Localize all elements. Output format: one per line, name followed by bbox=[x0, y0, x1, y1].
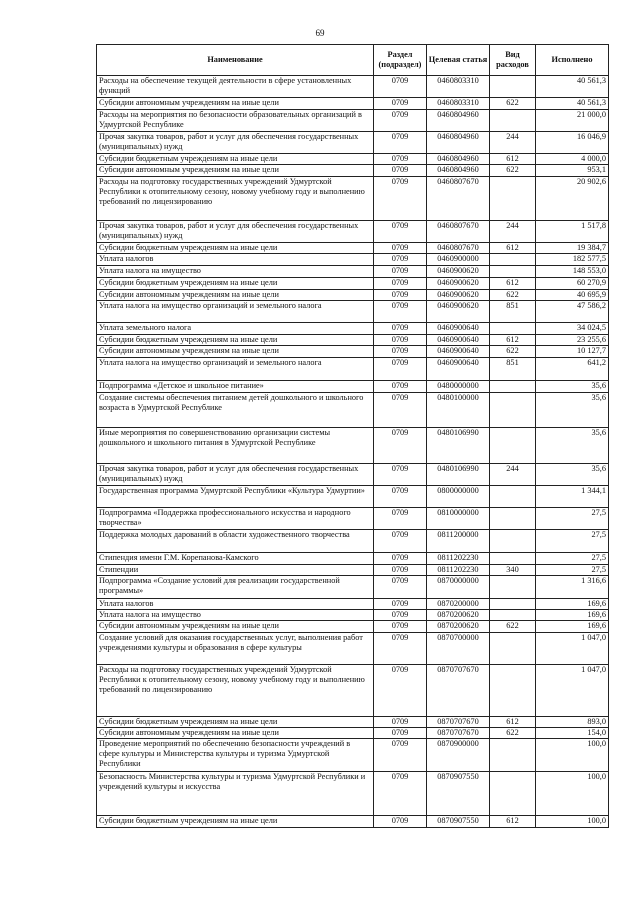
table-row bbox=[97, 816, 609, 828]
cell-kind bbox=[490, 772, 536, 816]
budget-table bbox=[96, 44, 609, 828]
cell-amount: 27,5 bbox=[536, 508, 609, 530]
cell-target: 0460807670 bbox=[427, 177, 490, 221]
cell-kind bbox=[490, 486, 536, 508]
cell-section: 0709 bbox=[374, 154, 427, 165]
cell-kind bbox=[490, 633, 536, 665]
cell-amount: 35,6 bbox=[536, 464, 609, 486]
cell-amount: 4 000,0 bbox=[536, 154, 609, 165]
table-row bbox=[97, 243, 609, 254]
cell-target: 0460900620 bbox=[427, 301, 490, 323]
table-row bbox=[97, 177, 609, 221]
cell-target: 0870700000 bbox=[427, 633, 490, 665]
table-row bbox=[97, 110, 609, 132]
column-header-name: Наименование bbox=[97, 45, 374, 76]
cell-target: 0460900640 bbox=[427, 358, 490, 381]
cell-section: 0709 bbox=[374, 177, 427, 221]
cell-amount: 19 384,7 bbox=[536, 243, 609, 254]
cell-name: Подпрограмма «Детское и школьное питание» bbox=[97, 381, 374, 393]
table-row bbox=[97, 576, 609, 599]
cell-name: Субсидии автономным учреждениям на иные цели bbox=[97, 165, 374, 177]
cell-kind bbox=[490, 553, 536, 565]
cell-name: Расходы на подготовку государственных учреждений Удмуртской Республики к отопительному сезону, новому учебному году и выполнению требований по лицензированию bbox=[97, 177, 374, 221]
cell-amount: 27,5 bbox=[536, 530, 609, 553]
cell-name: Создание системы обеспечения питанием детей дошкольного и школьного возраста в Удмуртской Республике bbox=[97, 393, 374, 428]
cell-amount: 169,6 bbox=[536, 599, 609, 610]
table-row bbox=[97, 335, 609, 346]
cell-section: 0709 bbox=[374, 323, 427, 335]
table-row bbox=[97, 278, 609, 290]
table-row bbox=[97, 665, 609, 717]
page-number: 69 bbox=[315, 28, 325, 38]
column-header-section: Раздел (подраздел) bbox=[374, 45, 427, 76]
cell-name: Уплата налога на имущество организаций и земельного налога bbox=[97, 358, 374, 381]
table-row bbox=[97, 728, 609, 739]
cell-target: 0480106990 bbox=[427, 428, 490, 464]
cell-section: 0709 bbox=[374, 739, 427, 772]
cell-target: 0811202230 bbox=[427, 565, 490, 576]
cell-section: 0709 bbox=[374, 266, 427, 278]
table-row bbox=[97, 633, 609, 665]
cell-kind: 340 bbox=[490, 565, 536, 576]
cell-kind bbox=[490, 381, 536, 393]
cell-target: 0460804960 bbox=[427, 154, 490, 165]
cell-name: Субсидии бюджетным учреждениям на иные цели bbox=[97, 816, 374, 828]
cell-target: 0460803310 bbox=[427, 98, 490, 110]
cell-target: 0870200620 bbox=[427, 621, 490, 633]
cell-target: 0460807670 bbox=[427, 243, 490, 254]
cell-amount: 10 127,7 bbox=[536, 346, 609, 358]
cell-kind bbox=[490, 266, 536, 278]
cell-kind: 244 bbox=[490, 132, 536, 154]
cell-name: Субсидии автономным учреждениям на иные цели bbox=[97, 290, 374, 301]
cell-section: 0709 bbox=[374, 132, 427, 154]
cell-section: 0709 bbox=[374, 393, 427, 428]
table-row bbox=[97, 266, 609, 278]
cell-amount: 40 561,3 bbox=[536, 76, 609, 98]
cell-name: Поддержка молодых дарований в области художественного творчества bbox=[97, 530, 374, 553]
table-row bbox=[97, 301, 609, 323]
cell-name: Расходы на мероприятия по безопасности образовательных организаций в Удмуртской Республике bbox=[97, 110, 374, 132]
cell-section: 0709 bbox=[374, 728, 427, 739]
cell-amount: 641,2 bbox=[536, 358, 609, 381]
cell-amount: 40 561,3 bbox=[536, 98, 609, 110]
cell-target: 0811200000 bbox=[427, 530, 490, 553]
cell-target: 0870907550 bbox=[427, 816, 490, 828]
cell-amount: 169,6 bbox=[536, 610, 609, 621]
cell-target: 0800000000 bbox=[427, 486, 490, 508]
table-row bbox=[97, 530, 609, 553]
cell-target: 0870900000 bbox=[427, 739, 490, 772]
table-row bbox=[97, 772, 609, 816]
table-row bbox=[97, 599, 609, 610]
cell-kind: 622 bbox=[490, 621, 536, 633]
cell-section: 0709 bbox=[374, 110, 427, 132]
cell-kind: 622 bbox=[490, 346, 536, 358]
table-row bbox=[97, 381, 609, 393]
cell-amount: 1 517,8 bbox=[536, 221, 609, 243]
cell-section: 0709 bbox=[374, 576, 427, 599]
cell-name: Безопасность Министерства культуры и туризма Удмуртской Республики и учреждений культуры и искусства bbox=[97, 772, 374, 816]
cell-target: 0811202230 bbox=[427, 553, 490, 565]
cell-target: 0870907550 bbox=[427, 772, 490, 816]
cell-target: 0870200000 bbox=[427, 599, 490, 610]
cell-kind: 622 bbox=[490, 165, 536, 177]
cell-amount: 27,5 bbox=[536, 553, 609, 565]
cell-section: 0709 bbox=[374, 346, 427, 358]
cell-section: 0709 bbox=[374, 599, 427, 610]
cell-target: 0460804960 bbox=[427, 132, 490, 154]
cell-kind: 612 bbox=[490, 278, 536, 290]
cell-amount: 35,6 bbox=[536, 428, 609, 464]
cell-target: 0460900620 bbox=[427, 278, 490, 290]
cell-name: Создание условий для оказания государственных услуг, выполнения работ учреждениями культуры и образования в сфере культуры bbox=[97, 633, 374, 665]
table-body bbox=[97, 76, 609, 828]
cell-amount: 100,0 bbox=[536, 739, 609, 772]
cell-kind: 622 bbox=[490, 728, 536, 739]
table-row bbox=[97, 76, 609, 98]
cell-amount: 1 047,0 bbox=[536, 665, 609, 717]
cell-section: 0709 bbox=[374, 381, 427, 393]
cell-amount: 893,0 bbox=[536, 717, 609, 728]
cell-amount: 35,6 bbox=[536, 393, 609, 428]
cell-kind: 612 bbox=[490, 335, 536, 346]
cell-target: 0870000000 bbox=[427, 576, 490, 599]
cell-amount: 182 577,5 bbox=[536, 254, 609, 266]
cell-kind: 244 bbox=[490, 221, 536, 243]
cell-target: 0460900640 bbox=[427, 335, 490, 346]
cell-kind: 851 bbox=[490, 301, 536, 323]
cell-target: 0460900000 bbox=[427, 254, 490, 266]
cell-kind: 244 bbox=[490, 464, 536, 486]
cell-kind bbox=[490, 428, 536, 464]
table-row bbox=[97, 508, 609, 530]
cell-section: 0709 bbox=[374, 254, 427, 266]
cell-target: 0460900640 bbox=[427, 346, 490, 358]
cell-name: Субсидии автономным учреждениям на иные цели bbox=[97, 621, 374, 633]
cell-kind bbox=[490, 530, 536, 553]
cell-kind: 622 bbox=[490, 290, 536, 301]
table-row bbox=[97, 621, 609, 633]
cell-target: 0460900620 bbox=[427, 290, 490, 301]
cell-section: 0709 bbox=[374, 665, 427, 717]
cell-name: Государственная программа Удмуртской Республики «Культура Удмуртии» bbox=[97, 486, 374, 508]
cell-section: 0709 bbox=[374, 717, 427, 728]
table-row bbox=[97, 565, 609, 576]
cell-target: 0460804960 bbox=[427, 110, 490, 132]
cell-target: 0460804960 bbox=[427, 165, 490, 177]
cell-kind bbox=[490, 599, 536, 610]
cell-kind bbox=[490, 508, 536, 530]
table-row bbox=[97, 132, 609, 154]
cell-section: 0709 bbox=[374, 621, 427, 633]
cell-kind: 612 bbox=[490, 154, 536, 165]
cell-section: 0709 bbox=[374, 633, 427, 665]
cell-amount: 60 270,9 bbox=[536, 278, 609, 290]
cell-name: Уплата налогов bbox=[97, 254, 374, 266]
cell-name: Субсидии автономным учреждениям на иные цели bbox=[97, 346, 374, 358]
cell-name: Стипендия имени Г.М. Корепанова-Камского bbox=[97, 553, 374, 565]
cell-kind bbox=[490, 665, 536, 717]
cell-target: 0480000000 bbox=[427, 381, 490, 393]
cell-section: 0709 bbox=[374, 464, 427, 486]
cell-kind bbox=[490, 177, 536, 221]
cell-name: Уплата налога на имущество организаций и земельного налога bbox=[97, 301, 374, 323]
cell-section: 0709 bbox=[374, 816, 427, 828]
cell-amount: 1 316,6 bbox=[536, 576, 609, 599]
cell-amount: 27,5 bbox=[536, 565, 609, 576]
table-row bbox=[97, 464, 609, 486]
cell-name: Расходы на подготовку государственных учреждений Удмуртской Республики к отопительному сезону, новому учебному году и выполнению требований по лицензированию bbox=[97, 665, 374, 717]
cell-amount: 953,1 bbox=[536, 165, 609, 177]
cell-section: 0709 bbox=[374, 610, 427, 621]
cell-section: 0709 bbox=[374, 290, 427, 301]
cell-kind bbox=[490, 323, 536, 335]
cell-kind bbox=[490, 576, 536, 599]
cell-section: 0709 bbox=[374, 76, 427, 98]
table-row bbox=[97, 717, 609, 728]
cell-amount: 34 024,5 bbox=[536, 323, 609, 335]
table-row bbox=[97, 290, 609, 301]
cell-amount: 1 344,1 bbox=[536, 486, 609, 508]
cell-name: Субсидии бюджетным учреждениям на иные цели bbox=[97, 154, 374, 165]
cell-name: Субсидии бюджетным учреждениям на иные цели bbox=[97, 717, 374, 728]
cell-section: 0709 bbox=[374, 565, 427, 576]
cell-kind: 622 bbox=[490, 98, 536, 110]
cell-amount: 16 046,9 bbox=[536, 132, 609, 154]
cell-name: Субсидии бюджетным учреждениям на иные цели bbox=[97, 278, 374, 290]
table-header-row bbox=[97, 45, 609, 76]
cell-kind bbox=[490, 739, 536, 772]
column-header-kind: Вид расходов bbox=[490, 45, 536, 76]
cell-target: 0480106990 bbox=[427, 464, 490, 486]
cell-target: 0460900620 bbox=[427, 266, 490, 278]
cell-target: 0810000000 bbox=[427, 508, 490, 530]
cell-section: 0709 bbox=[374, 508, 427, 530]
table-row bbox=[97, 98, 609, 110]
cell-section: 0709 bbox=[374, 428, 427, 464]
cell-name: Стипендии bbox=[97, 565, 374, 576]
cell-amount: 148 553,0 bbox=[536, 266, 609, 278]
table-row bbox=[97, 154, 609, 165]
table-row bbox=[97, 486, 609, 508]
cell-target: 0480100000 bbox=[427, 393, 490, 428]
cell-amount: 100,0 bbox=[536, 772, 609, 816]
table-row bbox=[97, 739, 609, 772]
cell-target: 0870707670 bbox=[427, 665, 490, 717]
cell-amount: 100,0 bbox=[536, 816, 609, 828]
cell-kind: 612 bbox=[490, 816, 536, 828]
cell-amount: 154,0 bbox=[536, 728, 609, 739]
cell-section: 0709 bbox=[374, 358, 427, 381]
cell-name: Уплата налога на имущество bbox=[97, 610, 374, 621]
cell-name: Прочая закупка товаров, работ и услуг для обеспечения государственных (муниципальных) нужд bbox=[97, 464, 374, 486]
cell-section: 0709 bbox=[374, 335, 427, 346]
cell-name: Прочая закупка товаров, работ и услуг для обеспечения государственных (муниципальных) нужд bbox=[97, 221, 374, 243]
cell-name: Субсидии автономным учреждениям на иные цели bbox=[97, 728, 374, 739]
cell-section: 0709 bbox=[374, 772, 427, 816]
cell-amount: 35,6 bbox=[536, 381, 609, 393]
cell-section: 0709 bbox=[374, 553, 427, 565]
cell-name: Иные мероприятия по совершенствованию организации системы дошкольного и школьного питания в Удмуртской Республике bbox=[97, 428, 374, 464]
cell-section: 0709 bbox=[374, 278, 427, 290]
cell-kind: 612 bbox=[490, 717, 536, 728]
cell-amount: 47 586,2 bbox=[536, 301, 609, 323]
column-header-target: Целевая статья bbox=[427, 45, 490, 76]
table-row bbox=[97, 393, 609, 428]
cell-amount: 20 902,6 bbox=[536, 177, 609, 221]
cell-amount: 169,6 bbox=[536, 621, 609, 633]
cell-name: Субсидии бюджетным учреждениям на иные цели bbox=[97, 243, 374, 254]
cell-section: 0709 bbox=[374, 165, 427, 177]
table-row bbox=[97, 346, 609, 358]
table-row bbox=[97, 428, 609, 464]
cell-name: Расходы на обеспечение текущей деятельности в сфере установленных функций bbox=[97, 76, 374, 98]
table-row bbox=[97, 254, 609, 266]
cell-amount: 1 047,0 bbox=[536, 633, 609, 665]
table-row bbox=[97, 610, 609, 621]
table-row bbox=[97, 221, 609, 243]
cell-name: Субсидии автономным учреждениям на иные цели bbox=[97, 98, 374, 110]
cell-section: 0709 bbox=[374, 530, 427, 553]
cell-section: 0709 bbox=[374, 98, 427, 110]
cell-amount: 40 695,9 bbox=[536, 290, 609, 301]
cell-target: 0460900640 bbox=[427, 323, 490, 335]
cell-name: Прочая закупка товаров, работ и услуг для обеспечения государственных (муниципальных) нужд bbox=[97, 132, 374, 154]
cell-target: 0460807670 bbox=[427, 221, 490, 243]
cell-target: 0870707670 bbox=[427, 728, 490, 739]
column-header-amount: Исполнено bbox=[536, 45, 609, 76]
cell-name: Проведение мероприятий по обеспечению безопасности учреждений в сфере культуры и Министерства культуры и туризма Удмуртской Республики bbox=[97, 739, 374, 772]
cell-section: 0709 bbox=[374, 243, 427, 254]
table-row bbox=[97, 358, 609, 381]
cell-name: Подпрограмма «Поддержка профессионального искусства и народного творчества» bbox=[97, 508, 374, 530]
cell-kind bbox=[490, 610, 536, 621]
cell-kind bbox=[490, 393, 536, 428]
table-row bbox=[97, 553, 609, 565]
table-row bbox=[97, 323, 609, 335]
cell-section: 0709 bbox=[374, 301, 427, 323]
cell-target: 0870200620 bbox=[427, 610, 490, 621]
cell-amount: 23 255,6 bbox=[536, 335, 609, 346]
cell-kind: 612 bbox=[490, 243, 536, 254]
cell-name: Уплата земельного налога bbox=[97, 323, 374, 335]
cell-kind bbox=[490, 254, 536, 266]
cell-kind: 851 bbox=[490, 358, 536, 381]
cell-kind bbox=[490, 76, 536, 98]
cell-kind bbox=[490, 110, 536, 132]
cell-section: 0709 bbox=[374, 221, 427, 243]
cell-name: Уплата налогов bbox=[97, 599, 374, 610]
cell-amount: 21 000,0 bbox=[536, 110, 609, 132]
cell-name: Подпрограмма «Создание условий для реализации государственной программы» bbox=[97, 576, 374, 599]
cell-name: Субсидии бюджетным учреждениям на иные цели bbox=[97, 335, 374, 346]
cell-name: Уплата налога на имущество bbox=[97, 266, 374, 278]
cell-target: 0870707670 bbox=[427, 717, 490, 728]
cell-target: 0460803310 bbox=[427, 76, 490, 98]
cell-section: 0709 bbox=[374, 486, 427, 508]
table-row bbox=[97, 165, 609, 177]
